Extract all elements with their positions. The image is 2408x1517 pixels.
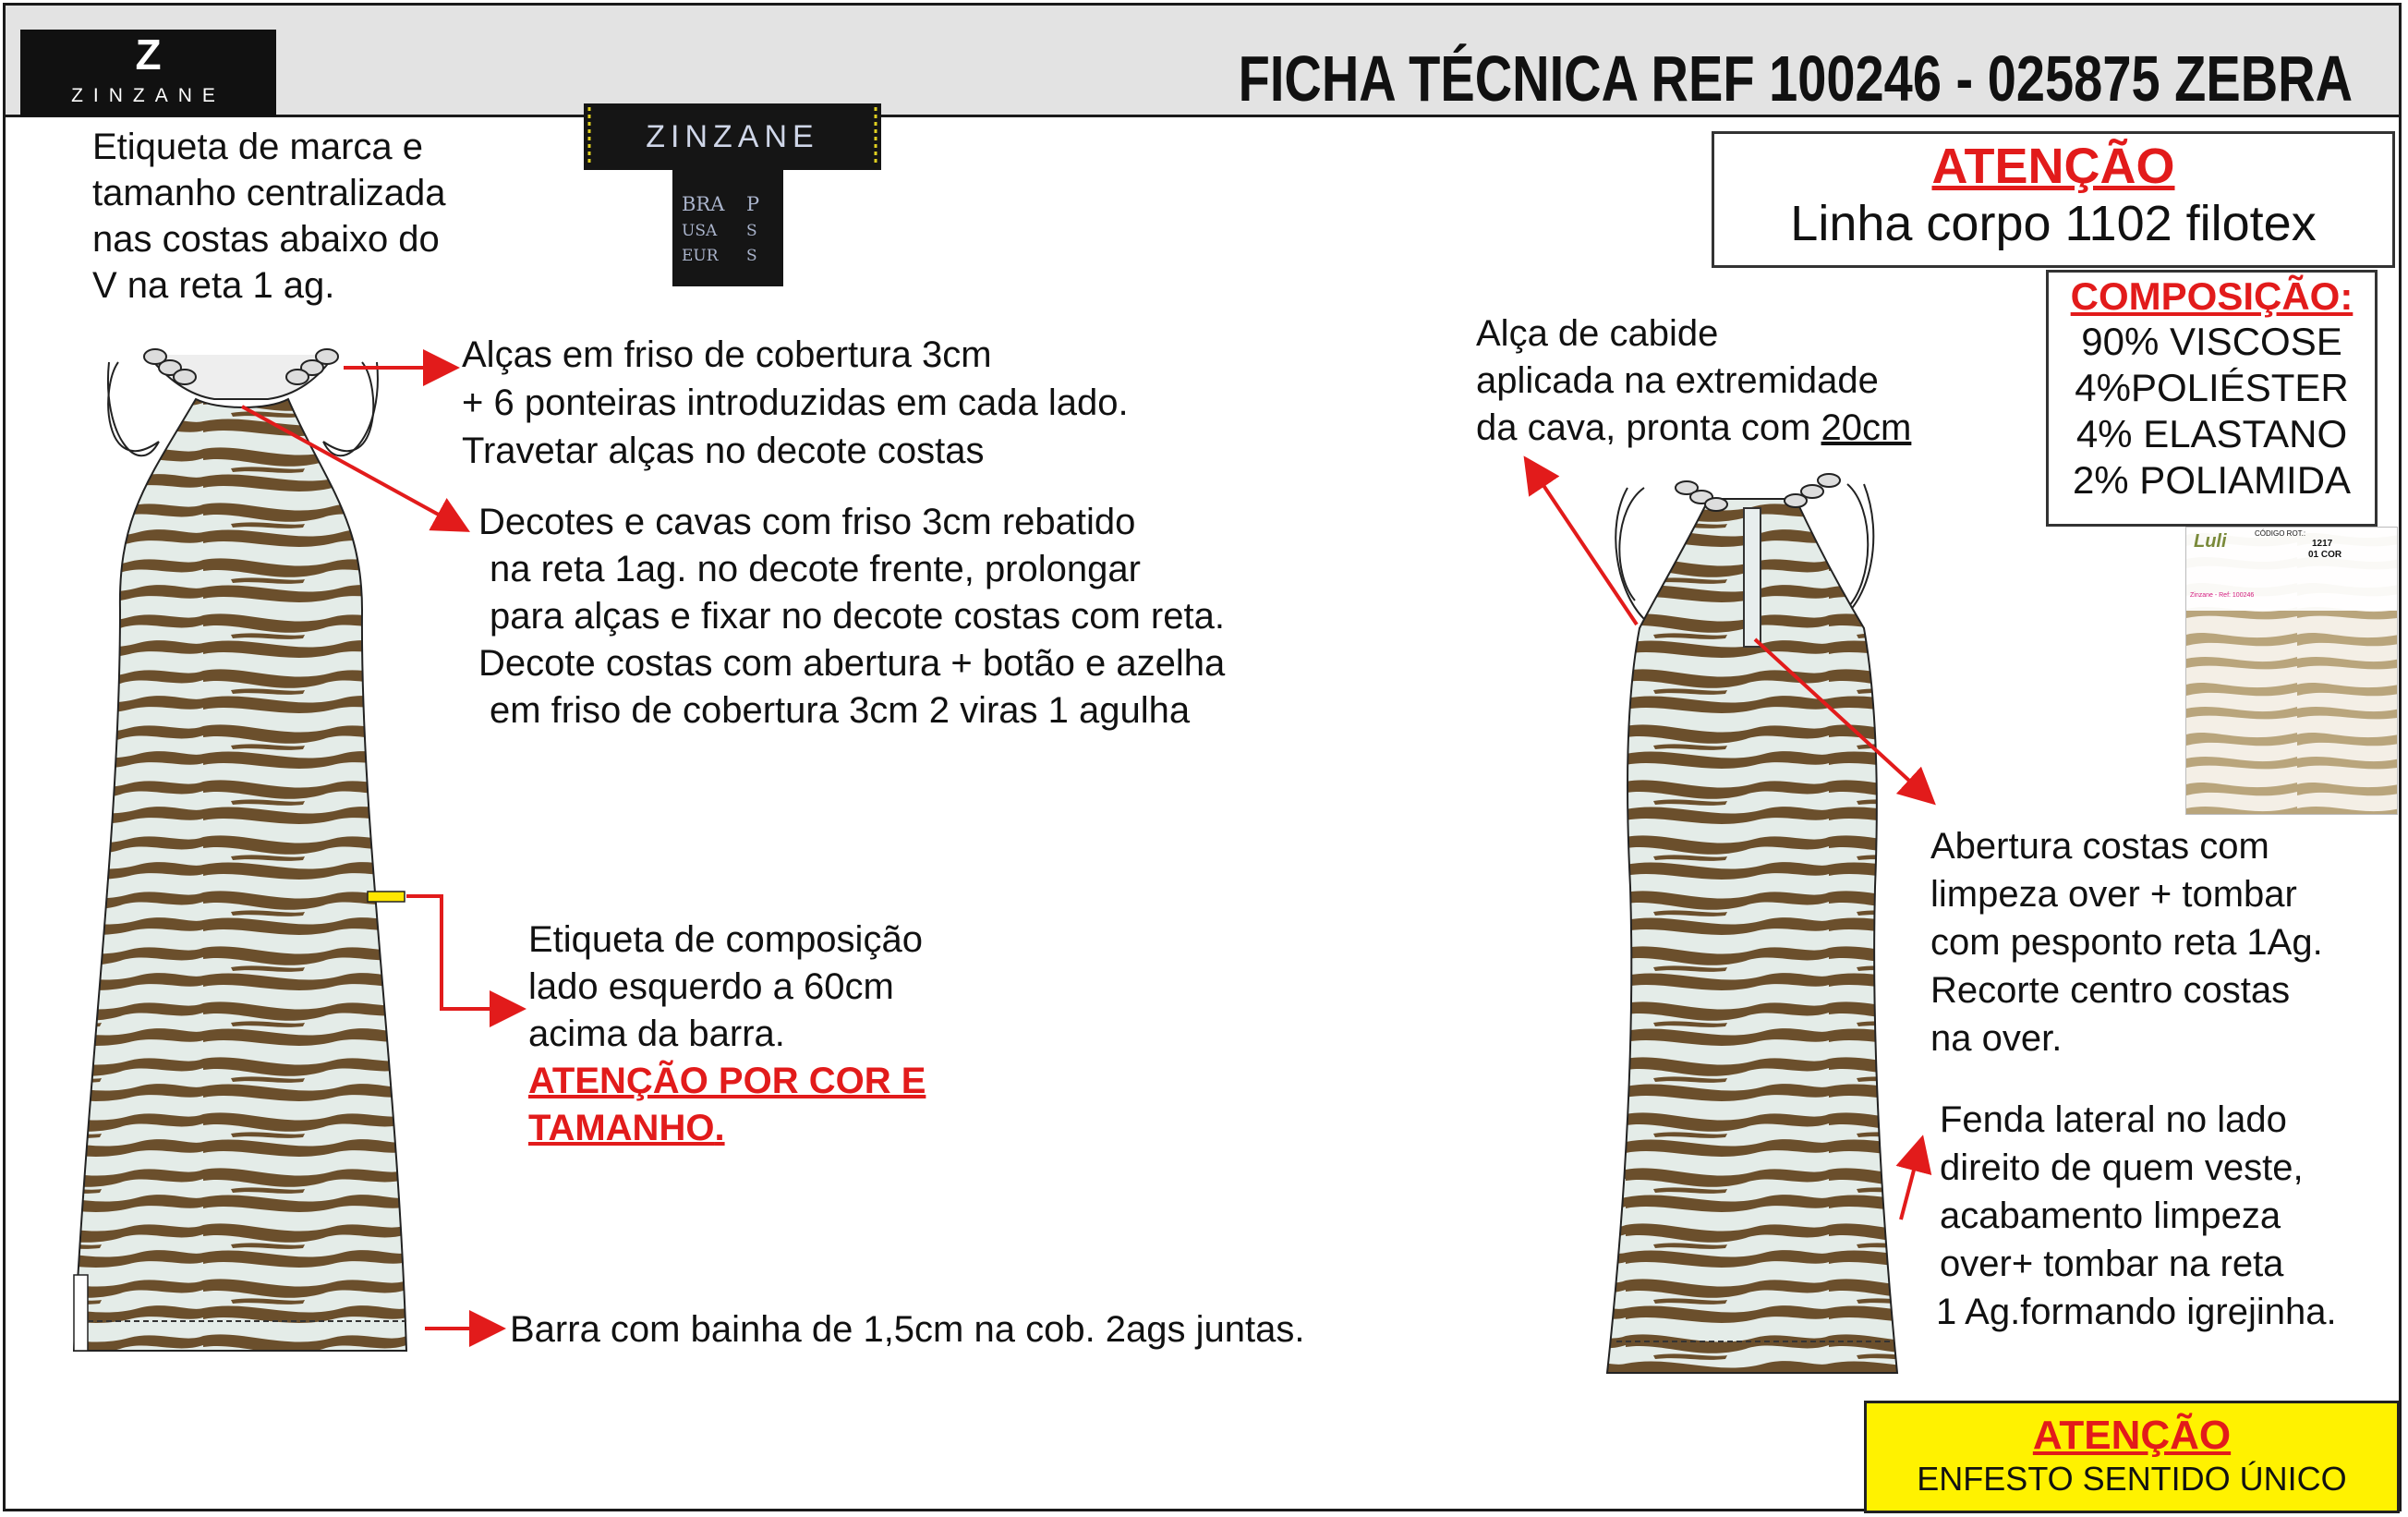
neckline-note: Decotes e cavas com friso 3cm rebatido na reta 1ag. no decote frente, prolongar para alças e fixar no decote costas com reta. Decote costas com abertura + botão e azelha em friso de cobertura 3cm 2 viras 1 agulha xyxy=(478,502,1226,731)
attention-heading: ATENÇÃO xyxy=(1931,139,2175,194)
composition-item: 2% POLIAMIDA xyxy=(2072,458,2352,502)
composition-item: 90% VISCOSE xyxy=(2081,320,2342,363)
swatch-brand: Luli xyxy=(2194,531,2227,552)
swatch-code-label: CÓDIGO ROT.: xyxy=(2255,529,2306,538)
swatch-ref: Zinzane - Ref: 100246 xyxy=(2190,592,2255,599)
composition-heading: COMPOSIÇÃO: xyxy=(2070,274,2354,318)
composition-item: 4%POLIÉSTER xyxy=(2075,366,2349,409)
label-size-row: USA S xyxy=(682,222,757,240)
swatch-color: 01 COR xyxy=(2308,550,2342,560)
fabric-swatch xyxy=(2185,527,2398,815)
brand-size-label xyxy=(584,103,881,286)
label-size-rows xyxy=(682,192,774,269)
header-bar xyxy=(6,6,2399,117)
page-title: FICHA TÉCNICA REF 100246 - 025875 ZEBRA xyxy=(1238,42,2353,115)
label-size-row: EUR S xyxy=(682,247,757,265)
logo-wordmark: ZINZANE xyxy=(71,85,225,106)
back-opening-note: Abertura costas com limpeza over + tombar com pesponto reta 1Ag. Recorte centro costas na over. xyxy=(1930,826,2323,1059)
logo-mark: Z xyxy=(135,30,162,79)
zebra-swatch-pattern xyxy=(2186,528,2397,814)
composition-box xyxy=(2046,270,2378,527)
side-slit-note: Fenda lateral no lado direito de quem veste, acabamento limpeza over+ tombar na reta 1 Ag.formando igrejinha. xyxy=(1936,1099,2337,1332)
label-position-note: Etiqueta de marca e tamanho centralizada nas costas abaixo do V na reta 1 ag. xyxy=(92,127,446,306)
attention-text: Linha corpo 1102 filotex xyxy=(1790,196,2317,251)
spreading-text: ENFESTO SENTIDO ÚNICO xyxy=(1917,1460,2347,1498)
spreading-attention-box xyxy=(1864,1401,2400,1513)
composition-item: 4% ELASTANO xyxy=(2075,412,2348,455)
label-size-row: BRA P xyxy=(682,193,760,215)
attention-box xyxy=(1712,131,2395,268)
hanger-loop-note: Alça de cabide aplicada na extremidade da cava, pronta com 20cm xyxy=(1476,313,1912,448)
brand-logo xyxy=(20,30,276,116)
straps-note: Alças em friso de cobertura 3cm + 6 ponteiras introduzidas em cada lado. Travetar alças no decote costas xyxy=(462,334,1129,471)
hem-note: Barra com bainha de 1,5cm na cob. 2ags juntas. xyxy=(510,1309,1305,1350)
swatch-code: 1217 xyxy=(2312,539,2333,549)
composition-label-note: Etiqueta de composição lado esquerdo a 60cm acima da barra. ATENÇÃO POR COR E TAMANHO. xyxy=(528,919,926,1148)
spreading-heading: ATENÇÃO xyxy=(2032,1413,2232,1458)
composition-label-warning: ATENÇÃO POR COR E xyxy=(528,1061,926,1101)
label-brand: ZINZANE xyxy=(646,119,819,154)
